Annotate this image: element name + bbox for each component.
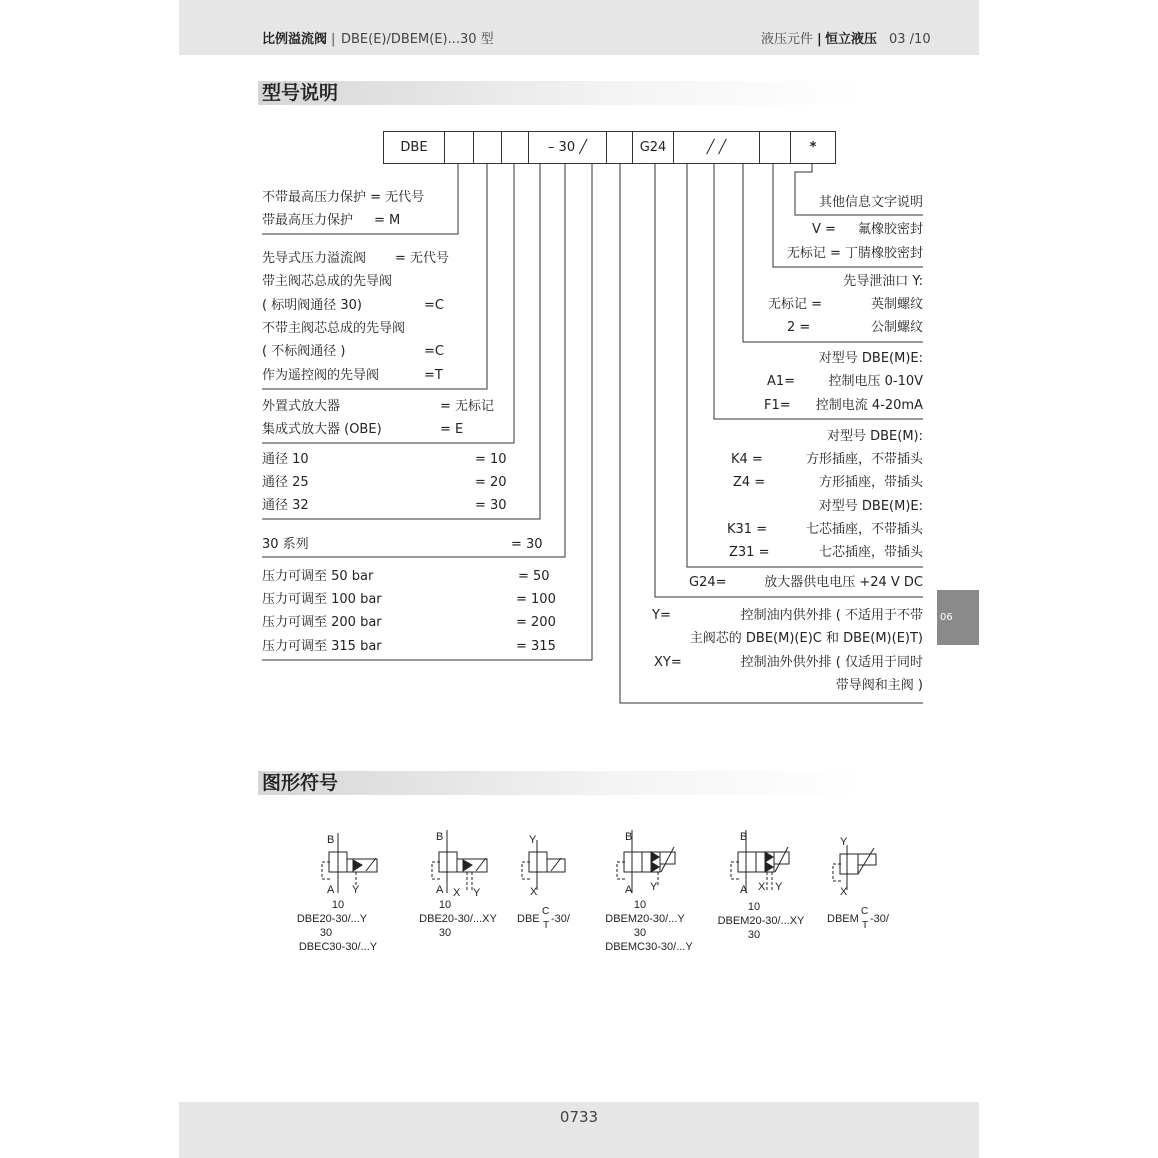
option-code: = 100: [516, 592, 556, 607]
model-label: DBE20-30/...Y: [296, 913, 368, 925]
option-code: Z31 =: [729, 545, 770, 560]
section-title-symbols: 图形符号: [258, 771, 862, 795]
option-desc: 其他信息文字说明: [818, 195, 923, 210]
port-label: X: [840, 886, 848, 898]
model-label: 30: [633, 927, 647, 939]
option-label: 外置式放大器: [262, 399, 341, 414]
chapter-tab[interactable]: 06: [937, 590, 979, 645]
model-label: 10: [633, 899, 647, 911]
code-cell: – 30 ╱: [528, 131, 607, 164]
option-label: 作为遥控阀的先导阀: [262, 368, 380, 383]
port-label: Y: [352, 884, 360, 896]
model-label: DBEC30-30/...Y: [298, 941, 378, 953]
option-desc: 先导泄油口 Y:: [843, 274, 923, 289]
option-code: 2 =: [787, 320, 811, 335]
option-desc: 对型号 DBE(M)E:: [818, 351, 923, 366]
model-label: -30/: [551, 913, 570, 925]
header-brand: 恒立液压: [825, 32, 878, 47]
code-cell: G24: [632, 131, 674, 164]
option-label: 带最高压力保护: [262, 213, 354, 228]
valve-symbol-icon: [833, 845, 876, 890]
option-desc: 方形插座，不带插头: [805, 452, 923, 467]
option-label: 通径 32: [262, 498, 309, 513]
header-product: 比例溢流阀: [262, 32, 328, 47]
option-desc: 主阀芯的 DBE(M)(E)C 和 DBE(M)(E)T): [689, 631, 923, 646]
model-label: DBEM20-30/...XY: [717, 915, 805, 927]
page-footer: [179, 1102, 979, 1158]
option-desc: 放大器供电电压 +24 V DC: [764, 575, 923, 590]
option-label: 压力可调至 50 bar: [262, 569, 374, 584]
option-desc: 带导阀和主阀 ): [835, 678, 923, 693]
option-code: = 20: [475, 475, 507, 490]
option-code: V =: [812, 222, 836, 237]
option-label: 30 系列: [262, 537, 309, 552]
option-desc: 控制电流 4-20mA: [815, 398, 923, 413]
model-label: 10: [331, 899, 345, 911]
option-code: = 200: [516, 615, 556, 630]
option-desc: 无标记 = 丁腈橡胶密封: [786, 246, 923, 261]
port-label: A: [327, 884, 335, 896]
option-desc: 控制电压 0-10V: [828, 374, 923, 389]
port-label: Y: [840, 836, 848, 848]
port-label: B: [625, 831, 633, 843]
option-desc: 方形插座，带插头: [818, 475, 923, 490]
option-label: 集成式放大器 (OBE): [262, 422, 382, 437]
option-code: = E: [440, 422, 464, 437]
valve-symbol-icon: [522, 840, 565, 890]
option-desc: 公制螺纹: [870, 320, 923, 335]
option-label: 先导式压力溢流阀: [262, 251, 367, 266]
option-code: = 10: [475, 452, 507, 467]
model-label: DBE: [517, 913, 540, 925]
option-code: = 无代号: [395, 251, 450, 266]
option-desc: 英制螺纹: [870, 297, 923, 312]
option-label: 不带主阀芯总成的先导阀: [262, 321, 406, 336]
port-label: Y: [650, 881, 658, 893]
model-label: 10: [747, 901, 761, 913]
port-label: Y: [529, 834, 537, 846]
option-label: 通径 25: [262, 475, 309, 490]
option-code: K4 =: [731, 452, 763, 467]
option-code: = M: [374, 213, 401, 228]
header-page-index: 03 /10: [889, 32, 931, 47]
header-divider: |: [331, 32, 336, 47]
model-label: 30: [747, 929, 761, 941]
option-label: ( 标明阀通径 30): [262, 298, 362, 313]
port-label: Y: [775, 881, 783, 893]
port-label: X: [453, 887, 461, 899]
option-code: XY=: [654, 655, 682, 670]
port-label: B: [436, 831, 444, 843]
model-label: DBEMC30-30/...Y: [605, 941, 693, 953]
port-label: B: [327, 834, 335, 846]
header-brand-divider: |: [817, 32, 822, 47]
page-number: 0733: [559, 1108, 599, 1126]
model-label: 30: [438, 927, 452, 939]
model-label: T: [862, 920, 869, 931]
model-label: C: [861, 906, 869, 917]
port-label: Y: [473, 887, 481, 899]
option-label: 压力可调至 200 bar: [262, 615, 382, 630]
option-desc: 控制油内供外排 ( 不适用于不带: [740, 608, 923, 623]
option-code: = 315: [516, 639, 556, 654]
model-label: DBEM: [827, 913, 859, 925]
option-label: ( 不标阀通径 ): [262, 344, 346, 359]
option-code: = 50: [518, 569, 550, 584]
option-desc: 七芯插座，带插头: [818, 545, 923, 560]
option-code: =T: [424, 368, 443, 383]
model-label: C: [542, 906, 550, 917]
option-desc: 七芯插座，不带插头: [805, 522, 923, 537]
port-label: X: [530, 886, 538, 898]
option-label: 不带最高压力保护 = 无代号: [262, 190, 425, 205]
option-label: 带主阀芯总成的先导阀: [262, 274, 393, 289]
option-code: G24=: [689, 575, 727, 590]
option-code: Y=: [652, 608, 671, 623]
option-label: 压力可调至 100 bar: [262, 592, 382, 607]
port-label: B: [740, 831, 748, 843]
option-code: A1=: [767, 374, 796, 389]
option-code: =C: [424, 298, 444, 313]
option-label: 通径 10: [262, 452, 309, 467]
model-label: T: [543, 920, 550, 931]
header-model: DBE(E)/DBEM(E)...30 型: [341, 32, 494, 47]
option-desc: 对型号 DBE(M):: [826, 429, 923, 444]
option-desc: 对型号 DBE(M)E:: [818, 499, 923, 514]
option-code: F1=: [764, 398, 791, 413]
option-code: Z4 =: [733, 475, 766, 490]
port-label: A: [740, 884, 748, 896]
model-label: DBEM20-30/...Y: [605, 913, 685, 925]
code-cell: ╱ ╱: [673, 131, 760, 164]
model-label: DBE20-30/...XY: [419, 913, 497, 925]
code-cell: DBE: [383, 131, 445, 164]
port-label: X: [758, 881, 766, 893]
option-code: =C: [424, 344, 444, 359]
header-category: 液压元件: [761, 32, 814, 47]
option-code: 无标记 =: [768, 297, 823, 312]
option-desc: 氟橡胶密封: [857, 222, 923, 237]
port-label: A: [436, 884, 444, 896]
option-code: K31 =: [727, 522, 768, 537]
model-label: -30/: [870, 913, 889, 925]
option-code: = 无标记: [440, 399, 495, 414]
option-code: = 30: [511, 537, 543, 552]
model-label: 10: [438, 899, 452, 911]
port-label: A: [625, 884, 633, 896]
option-label: 压力可调至 315 bar: [262, 639, 382, 654]
code-cell: *: [790, 131, 836, 164]
model-label: 30: [319, 927, 333, 939]
option-desc: 控制油外供外排 ( 仅适用于同时: [740, 655, 923, 670]
section-title-model-code: 型号说明: [258, 81, 862, 105]
option-code: = 30: [475, 498, 507, 513]
